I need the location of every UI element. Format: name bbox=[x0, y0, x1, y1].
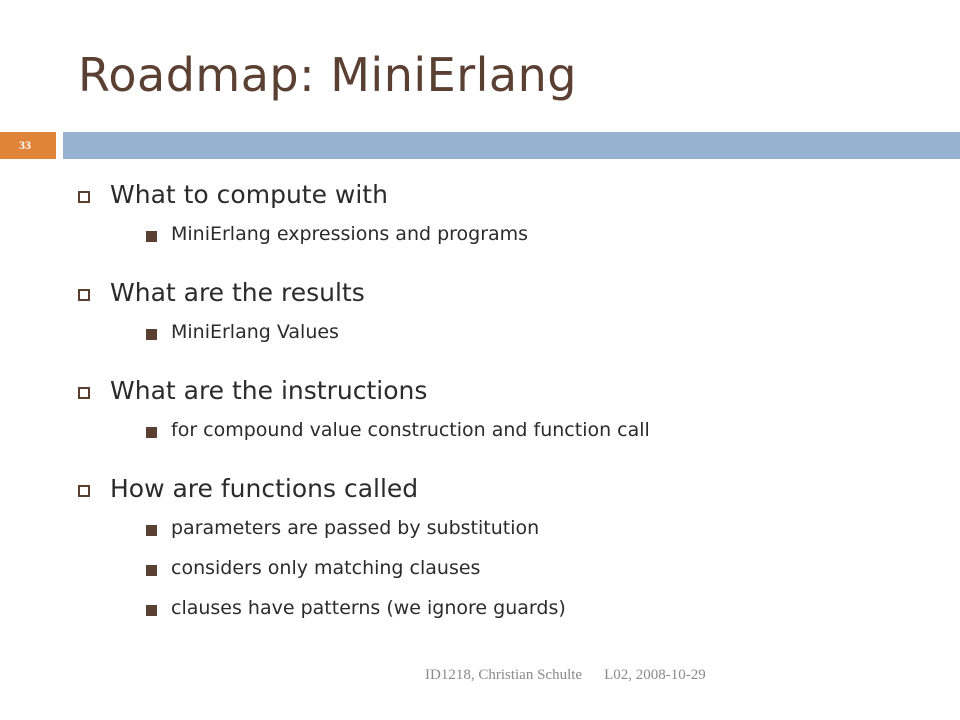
section-heading-text: What to compute with bbox=[110, 180, 388, 209]
filled-square-icon bbox=[146, 565, 157, 576]
section-heading-2 bbox=[78, 278, 938, 318]
footer-course-author: ID1218, Christian Schulte bbox=[425, 667, 583, 683]
section-heading-text: How are functions called bbox=[110, 474, 419, 503]
section-item-text: MiniErlang Values bbox=[171, 321, 339, 343]
hollow-square-icon bbox=[78, 289, 90, 301]
section-item bbox=[78, 514, 938, 554]
slide-content bbox=[78, 180, 938, 634]
section-item-text: clauses have patterns (we ignore guards) bbox=[171, 597, 566, 619]
section-item-text: considers only matching clauses bbox=[171, 557, 481, 579]
section-item bbox=[78, 318, 938, 358]
slide-title: Roadmap: MiniErlang bbox=[78, 48, 577, 102]
section-heading-4 bbox=[78, 474, 938, 514]
section-heading-1 bbox=[78, 180, 938, 220]
footer-lecture-date: L02, 2008-10-29 bbox=[604, 667, 706, 683]
section-item-text: parameters are passed by substitution bbox=[171, 517, 540, 539]
hollow-square-icon bbox=[78, 387, 90, 399]
hollow-square-icon bbox=[78, 485, 90, 497]
filled-square-icon bbox=[146, 427, 157, 438]
section-item bbox=[78, 594, 938, 634]
section-heading-text: What are the results bbox=[110, 278, 365, 307]
filled-square-icon bbox=[146, 231, 157, 242]
header-bar bbox=[63, 132, 960, 159]
section-item bbox=[78, 416, 938, 456]
filled-square-icon bbox=[146, 329, 157, 340]
section-item-text: MiniErlang expressions and programs bbox=[171, 223, 529, 245]
section-item bbox=[78, 554, 938, 594]
footer bbox=[425, 667, 706, 684]
section-heading-text: What are the instructions bbox=[110, 376, 428, 405]
slide-number-badge bbox=[0, 132, 56, 159]
slide-number: 33 bbox=[19, 138, 31, 152]
filled-square-icon bbox=[146, 525, 157, 536]
section-heading-3 bbox=[78, 376, 938, 416]
section-item bbox=[78, 220, 938, 260]
hollow-square-icon bbox=[78, 191, 90, 203]
section-item-text: for compound value construction and function call bbox=[171, 419, 650, 441]
filled-square-icon bbox=[146, 605, 157, 616]
